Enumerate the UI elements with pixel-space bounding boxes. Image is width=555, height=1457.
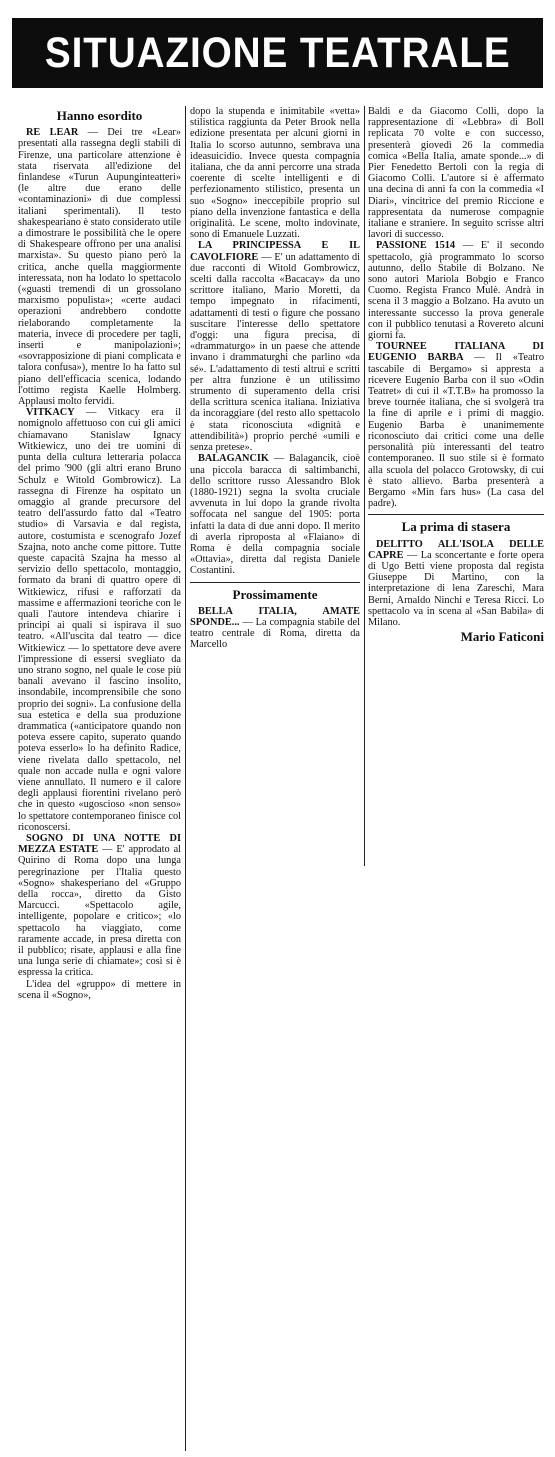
paragraph-text: L'idea del «gruppo» di mettere in scena il «Sogno», bbox=[18, 978, 181, 1001]
paragraph-lead: TOURNEE ITALIANA DI EUGENIO BARBA bbox=[368, 341, 544, 364]
paragraph-text: Baldi e da Giacomo Colli, dopo la rappresentazione di «Lebbra» di Boll replicata 70 volte e con successo, presenterà giovedì 26 la commedia comica «Bella Italia, amate sponde...» di Pier Fenedetto Bertoli con la regia di Giacomo Colli. L'autore si è affermato una decina di anni fa con la commedia «I Diari», vincitrice del premio Riccione e rappresentata da numerose compagnie italiane e straniere. In seguito scrisse altri lavori di successo. bbox=[368, 106, 544, 241]
page-title: SITUAZIONE TEATRALE bbox=[44, 28, 511, 77]
section-divider bbox=[190, 582, 360, 583]
article-paragraph bbox=[18, 979, 181, 1001]
article-paragraph bbox=[368, 240, 544, 341]
article-paragraph bbox=[190, 453, 360, 576]
paragraph-lead: SOGNO DI UNA NOTTE DI MEZZA ESTATE bbox=[18, 833, 181, 856]
paragraph-lead: BELLA ITALIA, AMATE SPONDE... bbox=[190, 605, 360, 628]
paragraph-text: — La compagnia stabile del teatro centrale di Roma, diretta da Marcello bbox=[190, 616, 360, 651]
paragraph-text: — Vitkacy era il nomignolo affettuoso con cui gli amici chiamavano Stanislaw Ignacy Witkiewicz, uno dei tre uomini di punta della cultura letteraria polacca del primo '900 (gli altri erano Bruno Schulz e Witold Gombrowicz). La rassegna di Firenze ha ospitato un omaggio al grande precursore del teatro dell'assurdo fatto dal «Teatro studio» di Varsavia e dal regista, autore, costumista e scenografo Jozef Szajna, noto anche come pittore. Tutte queste capacità Szajna ha messo al servizio dello spettacolo, montaggio, formato da brani di quattro opere di Witkiewicz, rifusi e rafforzati da massime e affermazioni teoriche con le quali l'autore intendeva chiarire i principi ai quali si ispirava il suo teatro. «All'uscita dal teatro — dice Witkiewicz — lo spettatore deve avere l'impressione di essersi svegliato da uno strano sogno, nel quale le cose più banali avevano il fascino insolito, insondabile, incomprensibile che sono proprio dei sogni». La confusione della sua estetica e della sua produzione drammatica («anticipatore quando non poteva essere capito, superato quando poteva esserlo» lo ha definito Radice, viene rivelata dallo spettacolo, nel quale non accade nulla e ogni valore viene annullato. Il numero e il calore degli applausi fiorentini rivelano però che in questo «ugoscioso «non senso» lo spettatore contemporaneo finisce col riconoscersi. bbox=[18, 407, 181, 833]
paragraph-lead: DELITTO ALL'ISOLA DELLE CAPRE bbox=[368, 538, 544, 561]
article-paragraph bbox=[368, 106, 544, 240]
section-heading: La prima di stasera bbox=[401, 519, 511, 535]
paragraph-lead: BALAGANCIK bbox=[198, 453, 269, 465]
article-paragraph bbox=[190, 106, 360, 240]
section-heading: Hanno esordito bbox=[56, 108, 143, 123]
article-paragraph bbox=[368, 341, 544, 509]
paragraph-lead: VITKACY bbox=[26, 407, 75, 419]
paragraph-text: — E' il secondo spettacolo, già programmato lo scorso autunno, dello Stabile di Bolzano. Ne sono autori Mariola Bobgio e Franco Cuomo. Regista Franco Mulè. Andrà in scena il 3 maggio a Bolzano. Ha avuto un interessante successo la prova generale con il pubblico tenutasi a Rovereto alcuni giorni fa. bbox=[368, 240, 545, 342]
paragraph-text: — E' un adattamento di due racconti di Witold Gombrowicz, scelti dalla raccolta «Bacacay» da uno scrittore italiano, Mario Moretti, da tempo impegnato in rifacimenti, adattamenti di testi o figure che possano suscitare l'interesse dello spettatore d'oggi: una figura precisa, di «drammaturgo» in un paese che attende invano i drammaturghi che parlino «da sé». L'adattamento di testi altrui e scritti per altra funzione è un utilissimo strumento di superamento della crisi della scrittura scenica italiana. Iniziativa da incoraggiare (del resto allo spettacolo è stata riconosciuta «dignità e attendibilità») proprio perché «umili e senza pretese». bbox=[190, 251, 360, 454]
paragraph-text: — Il «Teatro tascabile di Bergamo» si appresta a ricevere Eugenio Barba con il suo «Odin Teatret» di cui il «T.T.B» ha promosso la breve tournée italiana, che si svolgerà tra la fine di aprile e i primi di maggio. Eugenio Barba è unanimemente riconosciuto dai critici come una delle personalità più interessanti del teatro contemporaneo. Il suo stile si è formato alla scuola del polacco Grotowsky, di cui è stato allievo. Barba presenterà a Bergamo «Min fars hus» (La casa del padre). bbox=[368, 352, 544, 510]
paragraph-lead: RE LEAR bbox=[26, 127, 79, 139]
paragraph-lead: PASSIONE 1514 bbox=[376, 240, 456, 252]
paragraph-text: — La sconcertante e forte opera di Ugo Betti viene proposta dal regista Giuseppe Di Martino, con la interpretazione di lena Zareschi, Mara Berni, Arnaldo Ninchi e Teresa Ricci. Lo spettacolo va in scena al «San Babila» di Milano. bbox=[368, 549, 544, 628]
paragraph-text: — E' approdato al Quirino di Roma dopo una lunga peregrinazione per l'Italia questo «Sogno» shakesperiano del «Gruppo della rocca», diretto da Gisto Marcucci. «Spettacolo agile, intelligente, popolare e critico»; «lo spettacolo ha viaggiato, come raramente accade, in presa diretta con il pubblico; risate, applausi e alla fine una lunga serie di chiamate»; così si è espressa la critica. bbox=[18, 844, 182, 979]
article-paragraph bbox=[190, 240, 360, 453]
paragraph-lead: LA PRINCIPESSA E IL CAVOLFIORE bbox=[190, 240, 360, 263]
section-heading: Prossimamente bbox=[232, 586, 318, 602]
article-paragraph bbox=[368, 539, 544, 629]
paragraph-text: — Balagancik, cioè una piccola baracca di saltimbanchi, dello scrittore russo Alessandro Blok (1880-1921) segna la svolta cruciale avvenuta in lui dopo la grande rivolta soffocata nel sangue del 1905: porta infatti la data di due anni dopo. Il merito di averla riproposta al «Flaiano» di Roma è della compagnia sociale «Ottavia», diretta dal regista Daniele Costantini. bbox=[190, 453, 360, 577]
section-divider bbox=[368, 514, 544, 515]
article-column-3 bbox=[368, 106, 545, 645]
article-column-2 bbox=[190, 106, 360, 651]
article-column-1 bbox=[18, 108, 181, 1001]
paragraph-text: dopo la stupenda e inimitabile «vetta» stilistica raggiunta da Peter Brook nella edizione presentata per alcuni giorni in Italia lo scorso autunno, sembrava una ideasuicidio. Invece questa compagnia italiana, che da anni percorre una strada coerente di scelte intelligenti e di perfezionamento stilistico, presenta un suo «Sogno» ineccepibile proprio sul piano della invenzione fantastica e della originalità. Le scene, molto indovinate, sono di Emanuele Luzzati. bbox=[190, 106, 360, 241]
article-paragraph bbox=[18, 127, 181, 407]
article-paragraph bbox=[18, 407, 181, 833]
masthead-banner bbox=[12, 18, 543, 88]
article-paragraph bbox=[190, 606, 360, 651]
paragraph-text: — Dei tre «Lear» presentati alla rassegna degli stabili di Firenze, una particolare attenzione è stata riservata all'edizione del finlandese «Turun Aupunginteatteri» (le altre due erano delle «contaminazioni» di due complessi italiani sperimentali). Il testo shakespeariano è stato considerato utile a dimostrare le possibilità che le opere di Shakespeare offrono per una analisi marxista». Su questo piano però la critica, anche quella maggiormente interessata, non ha lodato lo spettacolo («guasti tremendi di un grossolano marxismo populista»; «certe audaci operazioni andrebbero condotte rielaborando completamente la materia, invece di procedere per tagli, inserti e manipolazioni»; «sovrapposizione di piani complicata e talora confusa»), mentre lo ha fatto sul piano dell'efficacia scenica, lodando l'ottimo regista Kaelle Holmberg. Applausi molto fervidi. bbox=[18, 127, 181, 408]
article-paragraph bbox=[18, 833, 181, 979]
author-signature: Mario Faticoni bbox=[460, 629, 544, 645]
column-divider bbox=[185, 106, 186, 1451]
column-divider bbox=[364, 106, 365, 866]
